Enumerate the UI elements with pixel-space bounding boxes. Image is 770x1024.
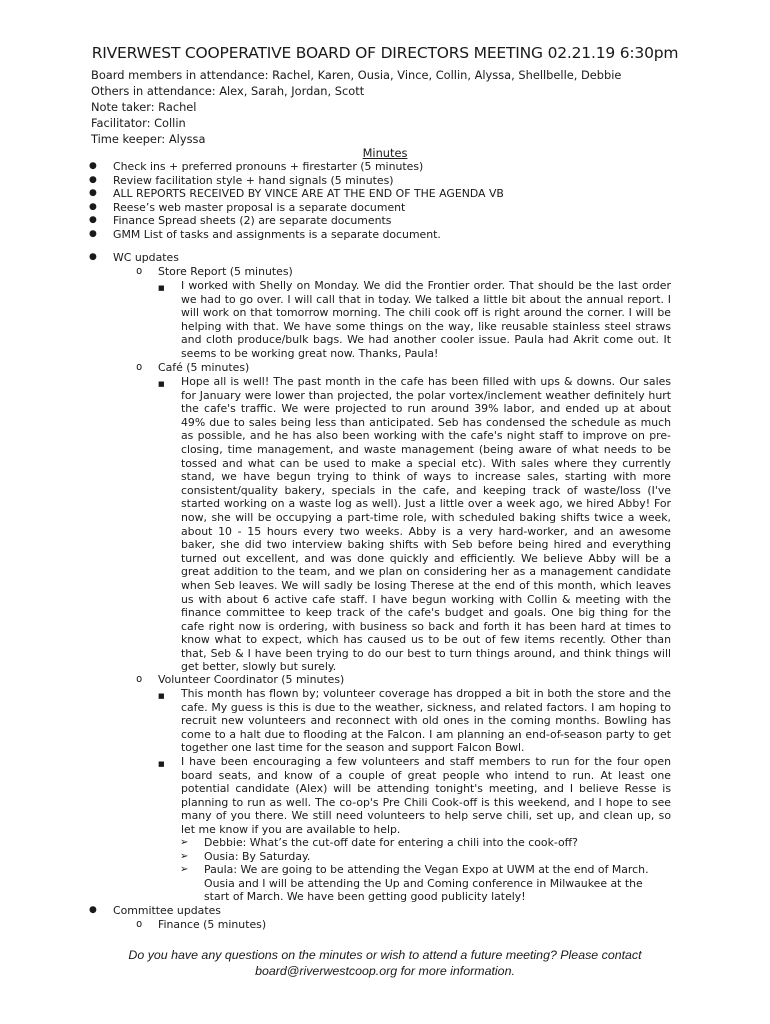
page-title: RIVERWEST COOPERATIVE BOARD OF DIRECTORS MEETING 02.21.19 6:30pm bbox=[91, 44, 679, 62]
bullet-icon: ● bbox=[89, 175, 97, 185]
facilitator: Facilitator: Collin bbox=[91, 116, 186, 130]
square-bullet-icon: ■ bbox=[158, 380, 165, 388]
bullet-icon: ● bbox=[89, 215, 97, 225]
arrow-bullet-icon: ➢ bbox=[180, 837, 189, 848]
page-footer bbox=[0, 948, 770, 979]
bullet-icon: ● bbox=[89, 905, 97, 915]
bullet-icon: ● bbox=[89, 252, 97, 262]
minutes-heading: Minutes bbox=[362, 146, 408, 160]
bullet-icon: ● bbox=[89, 229, 97, 239]
footer-line-1: Do you have any questions on the minutes or wish to attend a future meeting? Please contact bbox=[128, 948, 642, 962]
attendance-board: Board members in attendance: Rachel, Karen, Ousia, Vince, Collin, Alyssa, Shellbelle, Debbie bbox=[91, 68, 622, 82]
square-bullet-icon: ■ bbox=[158, 692, 165, 700]
circle-bullet-icon: o bbox=[136, 361, 143, 373]
footer-contact-email: board@riverwestcoop.org for more information. bbox=[255, 963, 515, 978]
circle-bullet-icon: o bbox=[136, 673, 143, 685]
attendance-others: Others in attendance: Alex, Sarah, Jordan, Scott bbox=[91, 84, 365, 98]
arrow-bullet-icon: ➢ bbox=[180, 851, 189, 862]
square-bullet-icon: ■ bbox=[158, 284, 165, 292]
circle-bullet-icon: o bbox=[136, 265, 143, 277]
bullet-icon: ● bbox=[89, 161, 97, 171]
arrow-bullet-icon: ➢ bbox=[180, 864, 189, 875]
bullet-icon: ● bbox=[89, 202, 97, 212]
circle-bullet-icon: o bbox=[136, 918, 143, 930]
document-page: RIVERWEST COOPERATIVE BOARD OF DIRECTORS MEETING 02.21.19 6:30pm Board members in attendance: Rachel, Karen, Ousia, Vince, Collin, Alyssa, Shellbelle, Debbie Others in attendance: Alex, Sarah, Jordan, Scott Note taker: Rachel Facilitator: Collin Time keeper: Alyssa Minutes ● Check ins + preferred pronouns + firestarter (5 minutes) ● Review facilitation style + hand signals (5 minutes) ● ALL REPORTS RECEIVED BY VINCE ARE AT THE END OF THE AGENDA VB ● Reese’s web master proposal is a separate document ● Finance Spread sheets (2) are separate documents ● GMM List of tasks and assignments is a separate document. ● WC updates o Store Report (5 minutes) ■ I worked with Shelly on Monday. We did the Frontier order. That should be the last order we had to go over. I will call that in today. We talked a little bit about the annual report. I will work on that tomorrow morning. The chili cook off is right around the corner. I will be helping with that. We have some things on the way, like reusable stainless steel straws and cloth produce/bulk bags. We had another cooler issue. Paula had Akrit come out. It seems to be working great now. Thanks, Paula! o Café (5 minutes) ■ Hope all is well! The past month in the cafe has been filled with ups & downs. Our sales for January were lower than projected, the polar vortex/inclement weather definitely hurt the cafe's traffic. We were projected to run around 39% labor, and ended up at about 49% due to sales being less than anticipated. Seb has condensed the schedule as much as possible, and he has also been working with the cafe's night staff to improve on pre-closing, time management, and waste management (being aware of what needs to be tossed and what can be used to make a special etc). With sales where they currently stand, we have begun trying to think of ways to increase sales, starting with more consistent/quality bakery, specials in the cafe, and keeping track of waste/loss (I've started working on a waste log as well). Just a little over a week ago, we hired Abby! For now, she will be occupying a part-time role, with scheduled baking shifts twice a week, about 10 - 15 hours every two weeks. Abby is a very hard-worker, and an awesome baker, she did two interview baking shifts with Seb before being hired and everything turned out excellent, and was done quickly and efficiently. We believe Abby will be a great addition to the team, and we plan on considering her as a management candidate when Seb leaves. We will sadly be losing Therese at the end of this month, which leaves us with about 6 active cafe staff. I have begun working with Collin & meeting with the finance committee to keep track of the cafe's budget and goals. One big thing for the cafe right now is ordering, with business so back and forth it has been hard at times to know what to expect, which has caused us to be out of few items recently. Other than that, Seb & I have been trying to do our best to turn things around, and think things will get better, slowly but surely. o Volunteer Coordinator (5 minutes) ■ This month has flown by; volunteer coverage has dropped a bit in both the store and the cafe. My guess is this is due to the weather, sickness, and related factors. I am hoping to recruit new volunteers and reconnect with old ones in the coming months. Bowling has come to a halt due to flooding at the Falcon. I am planning an end-of-season party to get together one last time for the season and support Falcon Bowl. ■ I have been encouraging a few volunteers and staff members to run for the four open board seats, and know of a couple of great people who intend to run. At least one potential candidate (Alex) will be attending tonight's meeting, and I believe Resse is planning to run as well. The co-op's Pre Chili Cook-off is this weekend, and I hope to see many of you there. We still need volunteers to help serve chili, set up, and clean up, so let me know if you are available to help. ➢ Debbie: What’s the cut-off date for entering a chili into the cook-off? ➢ Ousia: By Saturday. ➢ Paula: We are going to be attending the Vegan Expo at UWM at the end of March. Ousia and I will be attending the Up and Coming conference in Milwaukee at the start of March. We have been getting good publicity lately! ● Committee updates o Finance (5 minutes) Do you have any questions on the minutes or wish to attend a future meeting? Please contact board@riverwestcoop.org for more information. bbox=[0, 0, 770, 1024]
bullet-icon: ● bbox=[89, 188, 97, 198]
square-bullet-icon: ■ bbox=[158, 760, 165, 768]
time-keeper: Time keeper: Alyssa bbox=[91, 132, 206, 146]
note-taker: Note taker: Rachel bbox=[91, 100, 197, 114]
